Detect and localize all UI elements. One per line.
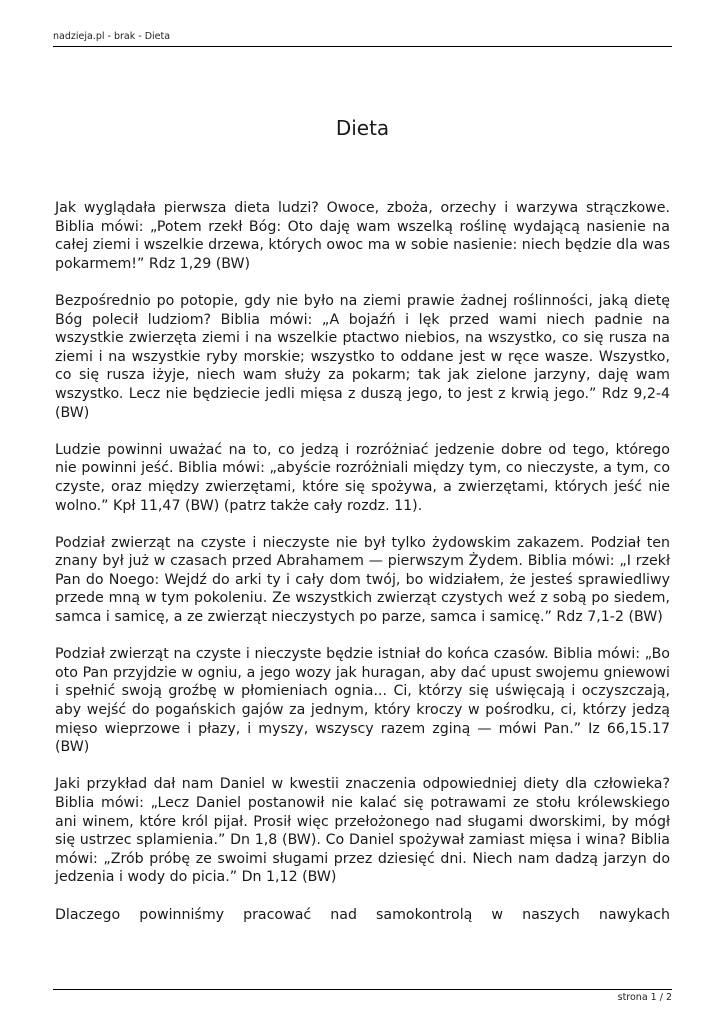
page-header	[53, 30, 672, 47]
document-body	[55, 199, 670, 943]
paragraph: Jaki przykład dał nam Daniel w kwestii znaczenia odpowiedniej diety dla człowieka? Biblia mówi: „Lecz Daniel postanowił nie kalać się potrawami ze stołu królewskiego ani winem, które król pijał. Prosił więc przełożonego nad sługami dworskimi, by mógł się ustrzec splamienia.” Dn 1,8 (BW). Co Daniel spożywał zamiast mięsa i wina? Biblia mówi: „Zrób próbę ze swoimi sługami przez dziesięć dni. Niech nam dadzą jarzyn do jedzenia i wody do picia.” Dn 1,12 (BW)	[55, 776, 670, 886]
paragraph: Ludzie powinni uważać na to, co jedzą i rozróżniać jedzenie dobre od tego, którego nie powinni jeść. Biblia mówi: „abyście rozróżniali między tym, co nieczyste, a tym, co czyste, oraz między zwierzętami, które się spożywa, a zwierzętami, których jeść nie wolno.” Kpł 11,47 (BW) (patrz także cały rozdz. 11).	[55, 441, 670, 514]
paragraph: Dlaczego powinniśmy pracować nad samokontrolą w naszych nawykach	[55, 906, 670, 923]
document-title: Dieta	[335, 116, 390, 140]
paragraph: Jak wyglądała pierwsza dieta ludzi? Owoce, zboża, orzechy i warzywa strączkowe. Biblia mówi: „Potem rzekł Bóg: Oto daję wam wszelką roślinę wydającą nasienie na całej ziemi i wszelkie drzewa, których owoc ma w sobie nasienie: niech będzie dla was pokarmem!” Rdz 1,29 (BW)	[55, 200, 670, 272]
page-number: strona 1 / 2	[617, 992, 672, 1003]
page-footer	[53, 989, 672, 1004]
paragraph: Podział zwierząt na czyste i nieczyste nie był tylko żydowskim zakazem. Podział ten znany był już w czasach przed Abrahamem — pierwszym Żydem. Biblia mówi: „I rzekł Pan do Noego: Wejdź do arki ty i cały dom twój, bo widziałem, że jesteś sprawiedliwy przede mną w tym pokoleniu. Ze wszystkich zwierząt czystych weź z sobą po siedem, samca i samicę, a ze zwierząt nieczystych po parze, samca i samicę.” Rdz 7,1-2 (BW)	[55, 534, 670, 626]
paragraph: Bezpośrednio po potopie, gdy nie było na ziemi prawie żadnej roślinności, jaką dietę Bóg polecił ludziom? Biblia mówi: „A bojaźń i lęk przed wami niech padnie na wszystkie zwierzęta ziemi i na wszelkie ptactwo niebios, na wszystko, co się rusza na ziemi i na wszystkie ryby morskie; wszystko to oddane jest w ręce wasze. Wszystko, co się rusza iżyje, niech wam służy za pokarm; tak jak zielone jarzyny, daję wam wszystko. Lecz nie będziecie jedli mięsa z duszą jego, to jest z krwią jego.” Rdz 9,2-4 (BW)	[55, 292, 670, 421]
paragraph: Podział zwierząt na czyste i nieczyste będzie istniał do końca czasów. Biblia mówi: „Bo oto Pan przyjdzie w ogniu, a jego wozy jak huragan, aby dać upust swojemu gniewowi i spełnić swoją groźbę w płomieniach ognia... Ci, którzy się uświęcają i oczyszczają, aby wejść do pogańskich gajów za jednym, który kroczy w pośrodku, ci, którzy jedzą mięso wieprzowe i płazy, i myszy, wszyscy razem zginą — mówi Pan.” Iz 66,15.17 (BW)	[55, 646, 670, 756]
header-source-text: nadzieja.pl - brak - Dieta	[53, 31, 171, 42]
